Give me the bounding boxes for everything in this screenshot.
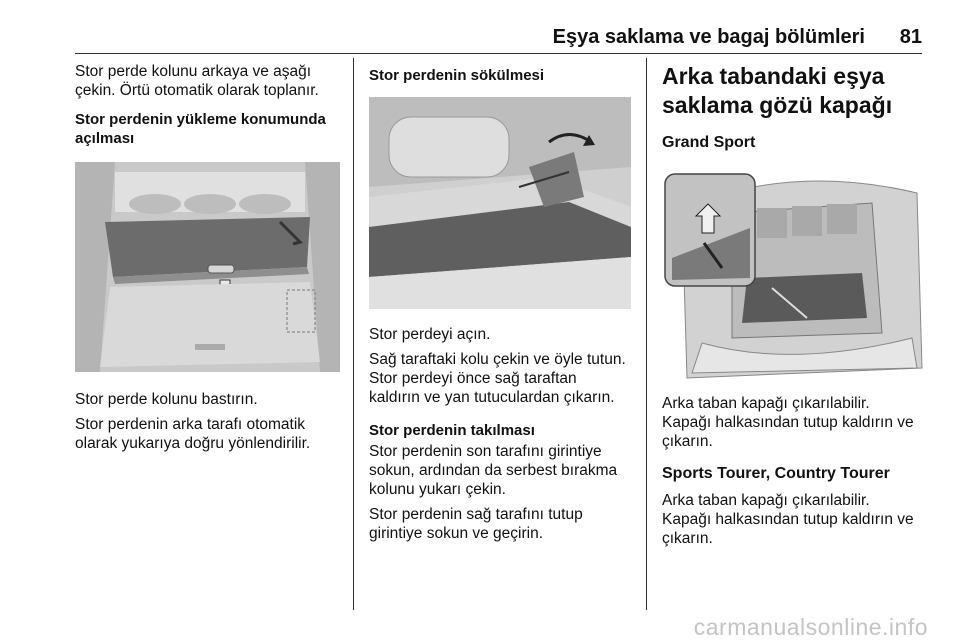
figure-cargo-cover-loading bbox=[75, 162, 340, 372]
title-line-1: Arka tabandaki eşya bbox=[662, 63, 885, 89]
intro-paragraph bbox=[75, 62, 340, 100]
cover-guided-line-1: Stor perdenin arka tarafı otomatik bbox=[75, 416, 306, 433]
floor-cover-text-sports-tourer bbox=[662, 491, 930, 548]
pull-lever-text bbox=[369, 350, 634, 407]
page-number: 81 bbox=[899, 26, 922, 48]
header-rule bbox=[75, 53, 922, 54]
gs-line-3: çıkarın. bbox=[662, 433, 713, 450]
section-heading-loading-position bbox=[75, 110, 340, 148]
pull-lever-line-3: kaldırın ve yan tutuculardan çıkarın. bbox=[369, 389, 615, 406]
st-line-1: Arka taban kapağı çıkarılabilir. bbox=[662, 492, 870, 509]
column-3 bbox=[662, 62, 930, 554]
open-cover-text: Stor perdeyi açın. bbox=[369, 326, 491, 343]
installation-line-2: sokun, ardından da serbest bırakma bbox=[369, 462, 618, 479]
floor-cover-illustration bbox=[662, 168, 925, 380]
installation-line-5: girintiye sokun ve geçirin. bbox=[369, 525, 544, 542]
cargo-cover-illustration bbox=[75, 162, 340, 372]
floor-cover-text-grand-sport bbox=[662, 394, 930, 451]
watermark: carmanualsonline.info bbox=[693, 614, 928, 640]
column-divider-2 bbox=[646, 58, 647, 610]
section-title-floor-storage bbox=[662, 62, 930, 120]
figure-cargo-cover-removal bbox=[369, 97, 631, 309]
section-heading-installation: Stor perdenin takılması bbox=[369, 422, 535, 439]
push-handle-text: Stor perde kolunu bastırın. bbox=[75, 391, 258, 408]
cover-removal-illustration bbox=[369, 97, 631, 309]
title-line-2: saklama gözü kapağı bbox=[662, 92, 893, 118]
column-2 bbox=[369, 62, 634, 549]
heading-line-1: Stor perdenin yükleme konumunda bbox=[75, 111, 326, 128]
column-divider-1 bbox=[353, 58, 354, 610]
section-heading-removal: Stor perdenin sökülmesi bbox=[369, 67, 545, 84]
column-1 bbox=[75, 62, 340, 459]
gs-line-1: Arka taban kapağı çıkarılabilir. bbox=[662, 395, 870, 412]
installation-line-1: Stor perdenin son tarafını girintiye bbox=[369, 443, 602, 460]
pull-lever-line-2: Stor perdeyi önce sağ taraftan bbox=[369, 370, 577, 387]
st-line-2: Kapağı halkasından tutup kaldırın ve bbox=[662, 511, 914, 528]
intro-line-2: çekin. Örtü otomatik olarak toplanır. bbox=[75, 82, 319, 99]
installation-text-1 bbox=[369, 442, 634, 499]
subheading-sports-tourer: Sports Tourer, Country Tourer bbox=[662, 465, 890, 482]
intro-line-1: Stor perde kolunu arkaya ve aşağı bbox=[75, 63, 312, 80]
st-line-3: çıkarın. bbox=[662, 530, 713, 547]
cover-guided-line-2: olarak yukarıya doğru yönlendirilir. bbox=[75, 435, 311, 452]
installation-line-3: kolunu yukarı çekin. bbox=[369, 481, 506, 498]
gs-line-2: Kapağı halkasından tutup kaldırın ve bbox=[662, 414, 914, 431]
header-title: Eşya saklama ve bagaj bölümleri bbox=[552, 26, 865, 48]
installation-text-2 bbox=[369, 505, 634, 543]
installation-line-4: Stor perdenin sağ tarafını tutup bbox=[369, 506, 583, 523]
cover-guided-text bbox=[75, 415, 340, 453]
heading-line-2: açılması bbox=[75, 130, 135, 147]
subheading-grand-sport: Grand Sport bbox=[662, 134, 756, 151]
figure-floor-cover bbox=[662, 168, 925, 380]
pull-lever-line-1: Sağ taraftaki kolu çekin ve öyle tutun. bbox=[369, 351, 626, 368]
